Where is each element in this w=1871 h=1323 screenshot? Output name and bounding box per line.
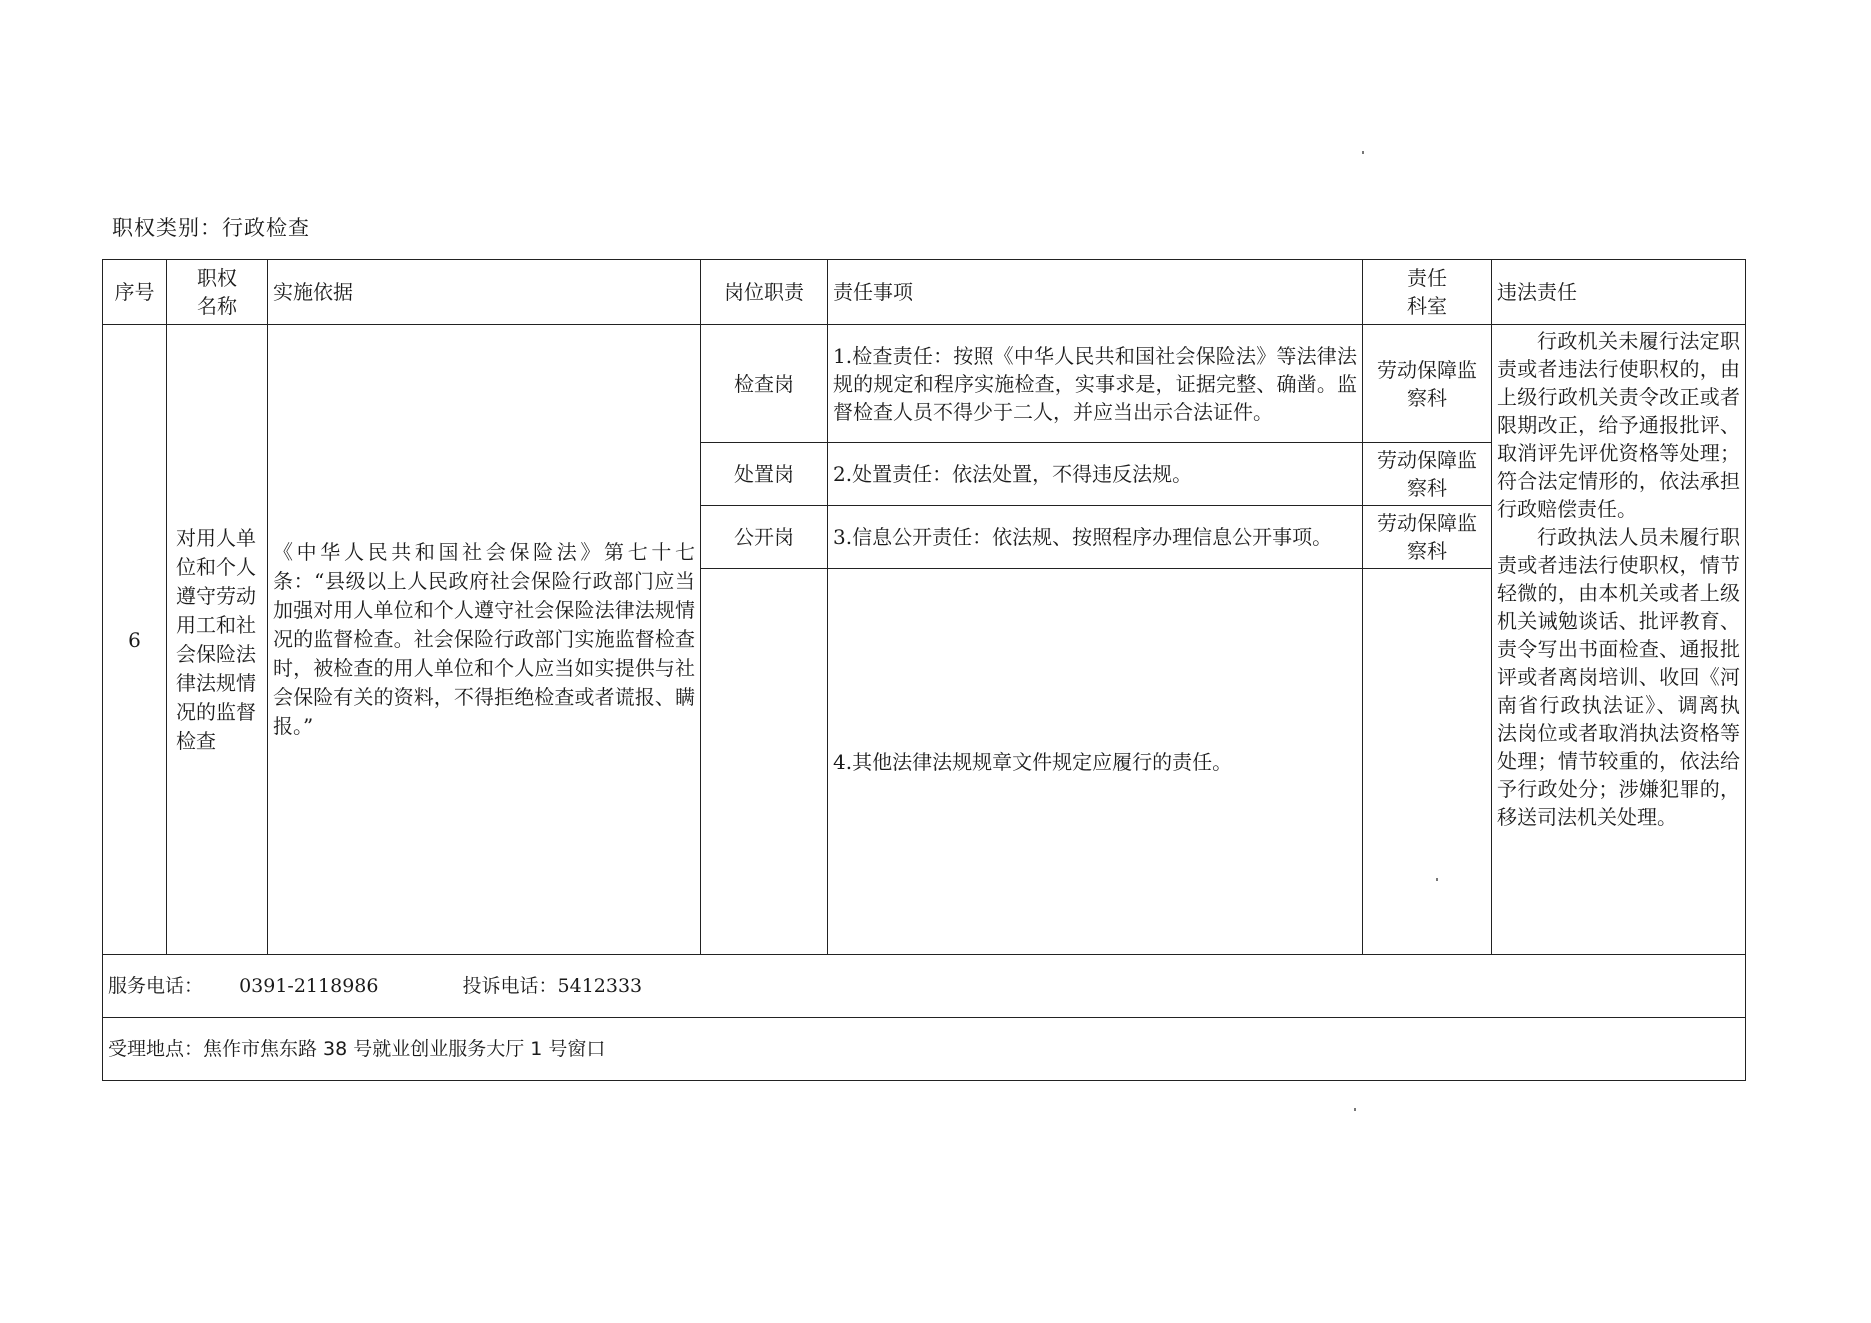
service-row [103,955,1746,1018]
row-liability [1492,325,1746,955]
power-table [102,259,1746,1081]
header-responsibility: 责任事项 [828,260,1363,325]
duty-responsibility-4: 4.其他法律法规规章文件规定应履行的责任。 [828,569,1363,955]
header-department-text: 责任科室 [1407,266,1447,318]
service-cell [103,955,1746,1018]
scan-speck [1354,1108,1356,1111]
address-cell: 受理地点：焦作市焦东路 38 号就业创业服务大厅 1 号窗口 [103,1018,1746,1081]
category-label: 职权类别：行政检查 [112,216,310,240]
header-department [1363,260,1492,325]
row-basis [268,325,701,955]
duty-department-4 [1363,569,1492,955]
header-position: 岗位职责 [701,260,828,325]
liability-paragraph-1: 行政机关未履行法定职责或者违法行使职权的，由上级行政机关责令改正或者限期改正，给予通报批评、取消评先评优资格等处理；符合法定情形的，依法承担行政赔偿责任。 [1497,329,1740,521]
address-row [103,1018,1746,1081]
duty-position-3: 公开岗 [701,506,828,569]
header-seq: 序号 [103,260,167,325]
complaint-phone: 5412333 [557,974,643,997]
duty-department-3: 劳动保障监察科 [1363,506,1492,569]
duty-responsibility-1: 1.检查责任：按照《中华人民共和国社会保险法》等法律法规的规定和程序实施检查，实事求是，证据完整、确凿。监督检查人员不得少于二人，并应当出示合法证件。 [828,325,1363,443]
complaint-phone-label: 投诉电话： [462,974,558,997]
duty-position-2: 处置岗 [701,443,828,506]
liability-paragraph-2: 行政执法人员未履行职责或者违法行使职权，情节轻微的，由本机关或者上级机关诫勉谈话、批评教育、责令写出书面检查、通报批评或者离岗培训、收回《河南省行政执法证》、调离执法岗位或者取消执法资格等处理；情节较重的，依法给予行政处分；涉嫌犯罪的，移送司法机关处理。 [1497,525,1740,829]
row-power-name [167,325,268,955]
row-seq: 6 [103,325,167,955]
service-phone-label: 服务电话： [108,974,204,997]
row-power-name-text: 对用人单位和个人遵守劳动用工和社会保险法律法规情况的监督检查 [176,525,256,753]
duty-position-1: 检查岗 [701,325,828,443]
duty-responsibility-2: 2.处置责任：依法处置，不得违反法规。 [828,443,1363,506]
table-header-row [103,260,1746,325]
duty-department-1: 劳动保障监察科 [1363,325,1492,443]
duty-position-4 [701,569,828,955]
header-power-name-text: 职权名称 [197,266,237,318]
scan-speck [1362,151,1364,154]
header-liability: 违法责任 [1492,260,1746,325]
header-basis: 实施依据 [268,260,701,325]
header-power-name [167,260,268,325]
service-phone: 0391-2118986 [239,974,379,997]
scan-speck [1436,878,1438,881]
duty-responsibility-3: 3.信息公开责任：依法规、按照程序办理信息公开事项。 [828,506,1363,569]
row-basis-text: 《中华人民共和国社会保险法》第七十七条：“县级以上人民政府社会保险行政部门应当加强对用人单位和个人遵守社会保险法律法规情况的监督检查。社会保险行政部门实施监督检查时，被检查的用人单位和个人应当如实提供与社会保险有关的资料，不得拒绝检查或者谎报、瞒报。” [273,540,695,738]
duty-department-2: 劳动保障监察科 [1363,443,1492,506]
table-row [103,325,1746,443]
